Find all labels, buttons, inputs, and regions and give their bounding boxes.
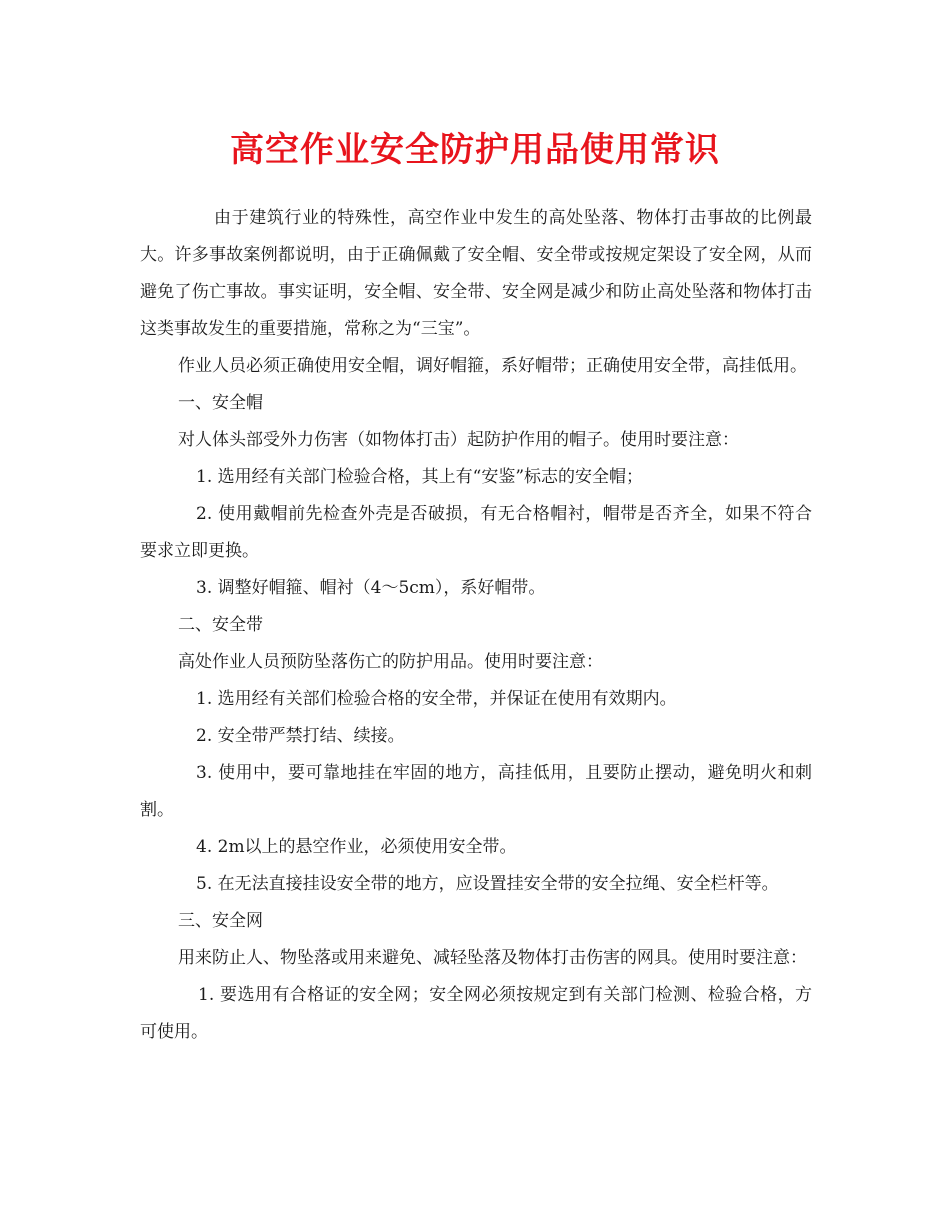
document-body (140, 200, 812, 1051)
net-description: 用来防止人、物坠落或用来避免、减轻坠落及物体打击伤害的网具。使用时要注意： (178, 948, 807, 968)
belt-item-4: 4. 2m以上的悬空作业，必须使用安全带。 (196, 837, 517, 857)
section-heading-belt: 二、安全带 (178, 615, 263, 635)
helmet-item-1: 1. 选用经有关部门检验合格，其上有“安鉴”标志的安全帽； (196, 467, 644, 487)
section-heading-helmet: 一、安全帽 (178, 393, 263, 413)
paragraph-usage-summary: 作业人员必须正确使用安全帽，调好帽箍，系好帽带；正确使用安全带，高挂低用。 (178, 356, 807, 376)
helmet-description: 对人体头部受外力伤害（如物体打击）起防护作用的帽子。使用时要注意： (178, 430, 739, 450)
net-item-1: 1. 要选用有合格证的安全网；安全网必须按规定到有关部门检测、检验合格，方可使用。 (140, 985, 812, 1042)
document-title: 高空作业安全防护用品使用常识 (230, 130, 720, 170)
belt-item-3: 3. 使用中，要可靠地挂在牢固的地方，高挂低用，且要防止摆动，避免明火和刺割。 (140, 763, 812, 820)
section-heading-net: 三、安全网 (178, 911, 263, 931)
belt-item-5: 5. 在无法直接挂设安全带的地方，应设置挂安全带的安全拉绳、安全栏杆等。 (196, 874, 779, 894)
helmet-item-2: 2. 使用戴帽前先检查外壳是否破损，有无合格帽衬，帽带是否齐全，如果不符合要求立即更换。 (140, 504, 812, 561)
paragraph-intro: 由于建筑行业的特殊性，高空作业中发生的高处坠落、物体打击事故的比例最大。许多事故案例都说明，由于正确佩戴了安全帽、安全带或按规定架设了安全网，从而避免了伤亡事故。事实证明，安全帽、安全带、安全网是减少和防止高处坠落和物体打击这类事故发生的重要措施，常称之为“三宝”。 (140, 208, 812, 339)
belt-item-1: 1. 选用经有关部们检验合格的安全带，并保证在使用有效期内。 (196, 689, 677, 709)
helmet-item-3: 3. 调整好帽箍、帽衬（4～5cm），系好帽带。 (196, 578, 546, 598)
belt-description: 高处作业人员预防坠落伤亡的防护用品。使用时要注意： (178, 652, 603, 672)
belt-item-2: 2. 安全带严禁打结、续接。 (196, 726, 405, 746)
